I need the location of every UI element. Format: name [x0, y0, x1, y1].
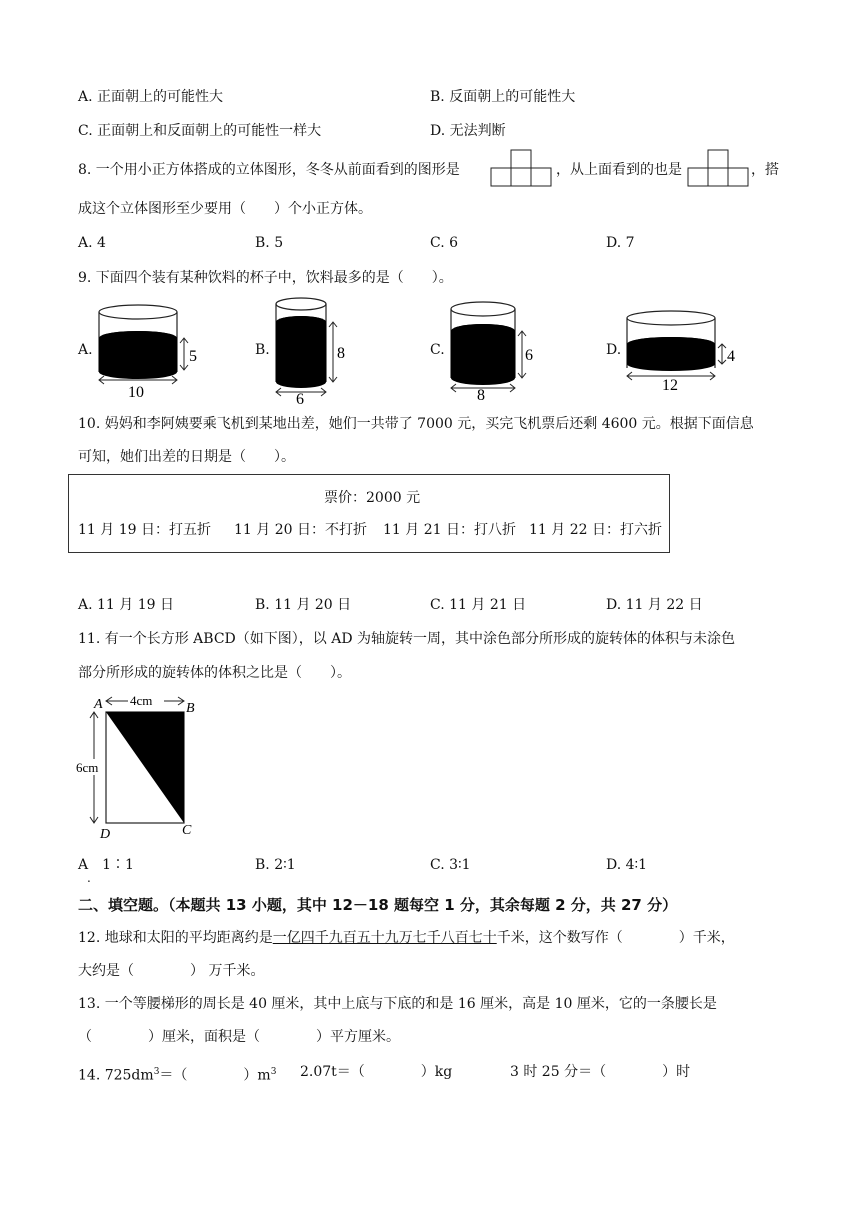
q11-label-a: A	[94, 697, 103, 712]
q9-cup-c-figure	[447, 298, 547, 402]
q12-text-a: 12. 地球和太阳的平均距离约是	[78, 930, 273, 946]
q8-text-part2: ，从上面看到的也是	[556, 162, 682, 178]
q14-part3: 3 时 25 分＝（ ）时	[510, 1064, 691, 1080]
q9-cup-b-height: 8	[337, 345, 345, 362]
q9-cup-c-label: C.	[430, 342, 445, 358]
q10-option-c: C. 11 月 21 日	[430, 597, 527, 613]
q8-option-c: C. 6	[430, 235, 459, 251]
q11-option-c: C. 3∶1	[430, 857, 471, 873]
q9-cup-d-label: D.	[606, 342, 622, 358]
q11-text-line1: 11. 有一个长方形 ABCD（如下图），以 AD 为轴旋转一周，其中涂色部分所形成的旋转体的体积与未涂色	[78, 631, 735, 647]
q9-cup-a-figure	[95, 300, 215, 400]
q12-text-b: 千米，这个数写作（ ）千米，	[496, 930, 735, 946]
q9-cup-d-height: 4	[727, 348, 735, 365]
q11-label-d: D	[100, 827, 111, 842]
q14-p1-a: 14. 725dm	[78, 1067, 154, 1084]
q10-option-b: B. 11 月 20 日	[255, 597, 352, 613]
q10-text-line1: 10. 妈妈和李阿姨要乘飞机到某地出差，她们一共带了 7000 元，买完飞机票后还剩 4600 元。根据下面信息	[78, 416, 754, 432]
q11-option-b: B. 2∶1	[255, 857, 296, 873]
q7-option-b: B. 反面朝上的可能性大	[430, 89, 576, 105]
q11-label-c: C	[182, 823, 192, 838]
q9-cup-b-label: B.	[255, 342, 270, 358]
q9-cup-c-height: 6	[525, 347, 533, 364]
q11-text-line2: 部分所形成的旋转体的体积之比是（ ）。	[78, 665, 351, 681]
q10-text-line2: 可知，她们出差的日期是（ ）。	[78, 449, 295, 465]
q12-line1	[78, 928, 735, 948]
q12-text-line2: 大约是（ ） 万千米。	[78, 963, 265, 979]
q10-option-d: D. 11 月 22 日	[606, 597, 703, 613]
q8-option-a: A. 4	[78, 235, 106, 251]
q9-cup-a-label: A.	[78, 342, 93, 358]
q10-box-item-19: 11 月 19 日：打五折	[78, 522, 211, 538]
q11-option-a: A 1∶1	[78, 857, 134, 873]
q14-part2: 2.07t＝（ ）kg	[300, 1064, 453, 1080]
q8-front-view-figure	[490, 148, 552, 188]
q9-cup-a-height: 5	[189, 348, 197, 365]
q9-cup-d-figure	[624, 306, 764, 396]
q9-cup-a-diameter: 10	[128, 384, 144, 400]
q13-text-line2: （ ）厘米，面积是（ ）平方厘米。	[78, 1029, 400, 1045]
q9-cup-c-diameter: 8	[477, 387, 485, 402]
q7-option-c: C. 正面朝上和反面朝上的可能性一样大	[78, 123, 322, 139]
q9-cup-d-diameter: 12	[662, 377, 678, 394]
q11-rectangle-figure	[74, 692, 214, 842]
q8-text-part3: ，搭	[751, 162, 779, 178]
q10-price-info-box	[68, 474, 670, 553]
q9-cup-b-figure	[272, 294, 362, 406]
q10-box-item-22: 11 月 22 日：打六折	[529, 522, 662, 538]
q8-text-part1: 8. 一个用小正方体搭成的立体图形，冬冬从前面看到的图形是	[78, 162, 460, 178]
q13-text-line1: 13. 一个等腰梯形的周长是 40 厘米，其中上底与下底的和是 16 厘米，高是 10 厘米，它的一条腰长是	[78, 996, 717, 1012]
q10-option-a: A. 11 月 19 日	[78, 597, 174, 613]
q9-cup-b-diameter: 6	[296, 391, 304, 406]
q10-box-item-21: 11 月 21 日：打八折	[383, 522, 516, 538]
q7-option-d: D. 无法判断	[430, 123, 506, 139]
q8-text-line2: 成这个立体图形至少要用（ ）个小正方体。	[78, 201, 372, 217]
q11-label-b: B	[186, 701, 195, 716]
q11-option-a-dot: .	[87, 871, 91, 885]
q14-p1-sup2: 3	[270, 1067, 277, 1077]
q8-top-view-figure	[687, 148, 749, 188]
q8-option-d: D. 7	[606, 235, 635, 251]
q11-width-label: 4cm	[130, 693, 153, 708]
q14-part1	[78, 1062, 276, 1086]
q8-option-b: B. 5	[255, 235, 284, 251]
q12-text-underlined: 一亿四千九百五十九万七千八百七十	[272, 930, 497, 946]
q9-text: 9. 下面四个装有某种饮料的杯子中，饮料最多的是（ ）。	[78, 270, 453, 286]
q10-box-title: 票价：2000 元	[324, 490, 421, 506]
q11-height-label: 6cm	[76, 760, 99, 775]
section2-heading: 二、填空题。（本题共 13 小题，其中 12－18 题每空 1 分，其余每题 2 分，共 27 分）	[78, 896, 678, 914]
q10-box-item-20: 11 月 20 日：不打折	[234, 522, 367, 538]
q11-option-d: D. 4∶1	[606, 857, 648, 873]
q7-option-a: A. 正面朝上的可能性大	[78, 89, 224, 105]
q14-p1-b: ＝（ ）m	[159, 1067, 271, 1084]
q14-p1-sup: 3	[153, 1067, 160, 1077]
